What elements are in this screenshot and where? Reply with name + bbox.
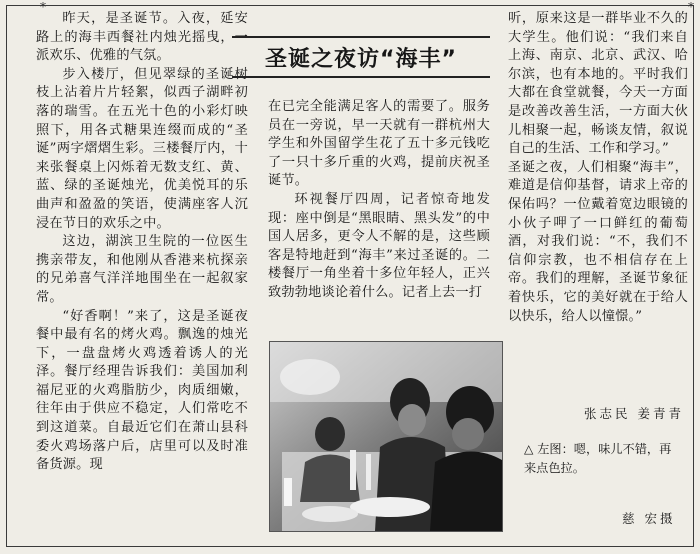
paragraph: 昨天，是圣诞节。入夜，延安路上的海丰西餐社内烛光摇曳，一派欢乐、优雅的气氛。 (36, 11, 248, 64)
paragraph: 环视餐厅四周，记者惊奇地发现：座中倒是“黑眼睛、黑头发”的中国人居多，更令人不解的是，这些顾客是特地赶到“海丰”来过圣诞的。二楼餐厅一角坐着十多位年轻人，正兴致勃勃地谈论着什么。记者上去一打 (268, 191, 490, 300)
paragraph: 在已完全能满足客人的需要了。服务员在一旁说，早一天就有一群杭州大学生和外国留学生花了五十多元钱吃了一只十多斤重的火鸡，提前庆祝圣诞节。 (268, 99, 490, 189)
author-byline: 张志民 姜青青 (584, 406, 684, 421)
headline-box (232, 36, 490, 78)
paragraph: 这边，湖滨卫生院的一位医生携亲带友，和他刚从香港来杭探亲的兄弟喜气洋洋地围坐在一起叙家常。 (36, 234, 248, 305)
paragraph: 听，原来这是一群毕业不久的大学生。他们说：“我们来自上海、南京、北京、武汉、哈尔滨，也有本地的。平时我们大都在食堂就餐，今天一方面是改善改善生活，一方面大伙儿相聚一起，畅谈友情，叙说自己的生活、工作和学习。” (508, 11, 688, 157)
news-photo (269, 341, 503, 532)
paragraph: 步入楼厅，但见翠绿的圣诞树枝上沾着片片轻絮，似西子湖畔初落的瑞雪。在五光十色的小彩灯映照下，用各式糖果连缀而成的“圣诞”两字熠熠生彩。三楼餐厅内，十来张餐桌上闪烁着无数支红、黄、蓝、绿的圣诞烛光，优美悦耳的乐曲声和盈盈的笑语，使满座客人沉浸在节日的欢乐之中。 (36, 66, 248, 231)
paragraph: 圣诞之夜，人们相聚“海丰”，难道是信仰基督，请求上帝的保佑吗？一位戴着宽边眼镜的小伙子呷了一口鲜红的葡萄酒，对我们说：“不，我们不信仰宗教，也不相信存在上帝。我们的理解，圣诞节象征着快乐，它的美好就在于给人以快乐，给人以憧憬。” (508, 159, 688, 324)
article-column-3 (508, 10, 688, 326)
headline: 圣诞之夜访“海丰” (265, 46, 457, 72)
corner-mark: * (688, 0, 694, 14)
photo-caption: △ 左图：嗯，味儿不错，再来点色拉。 (524, 442, 672, 475)
paragraph: “好香啊！”来了，这是圣诞夜餐中最有名的烤火鸡。飘逸的烛光下，一盘盘烤火鸡透着诱人的光泽。餐厅经理告诉我们：美国加利福尼亚的火鸡脂肪少，肉质细嫩，往年由于供应不稳定，人们常吃不到这道菜。自最近它们在萧山县科委火鸡场落户后，店里可以及时准备货源。现 (36, 308, 248, 473)
photo-credit: 慈 宏摄 (622, 511, 676, 526)
article-column-2 (268, 98, 490, 303)
article-column-1 (36, 10, 248, 475)
corner-mark: * (40, 0, 46, 14)
